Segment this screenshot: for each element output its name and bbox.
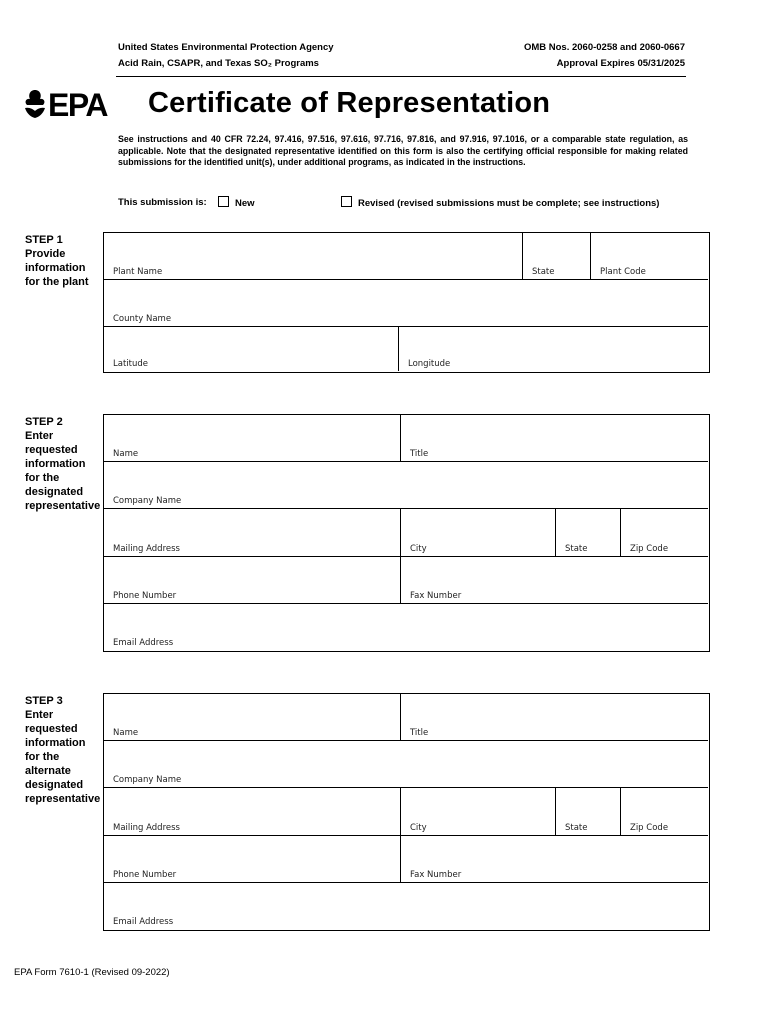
field-label: Company Name <box>113 775 182 785</box>
adr-title-field[interactable] <box>401 694 708 741</box>
field-label: County Name <box>113 314 172 324</box>
step1-plant-table <box>103 232 710 373</box>
form-number-footer: EPA Form 7610-1 (Revised 09-2022) <box>14 967 170 978</box>
step1-desc-line: for the plant <box>25 276 89 288</box>
field-label: Title <box>410 449 429 459</box>
field-label: Email Address <box>113 638 174 648</box>
step1-desc-line: Provide <box>25 248 66 260</box>
adr-email-field[interactable] <box>104 883 708 929</box>
field-label: Zip Code <box>630 823 669 833</box>
dr-state-field[interactable] <box>556 509 621 557</box>
field-label: Longitude <box>408 359 451 369</box>
epa-logo <box>23 86 123 127</box>
field-label: Name <box>113 449 139 459</box>
step2-desc-line: requested <box>25 444 78 456</box>
adr-phone-field[interactable] <box>104 836 401 883</box>
field-label: Phone Number <box>113 870 177 880</box>
step3-desc-line: representative <box>25 793 101 805</box>
dr-title-field[interactable] <box>401 415 708 462</box>
plant-code-field[interactable] <box>591 233 708 280</box>
step3-desc-line: for the <box>25 751 60 763</box>
field-label: Title <box>410 728 429 738</box>
omb-numbers: OMB Nos. 2060-0258 and 2060-0667 <box>523 42 685 53</box>
programs-name: Acid Rain, CSAPR, and Texas SO₂ Programs <box>118 58 319 69</box>
field-label: State <box>532 267 555 277</box>
step2-desc-line: for the <box>25 472 60 484</box>
field-label: City <box>410 823 427 833</box>
step3-desc-line: requested <box>25 723 78 735</box>
submission-revised-option[interactable] <box>341 196 659 209</box>
dr-mailing-address-field[interactable] <box>104 509 401 557</box>
step1-desc-line: information <box>25 262 86 274</box>
page-title: Certificate of Representation <box>148 87 551 119</box>
submission-label: This submission is: <box>118 197 207 208</box>
step3-title: STEP 3 <box>25 695 63 707</box>
dr-zip-field[interactable] <box>621 509 708 557</box>
step3-desc-line: designated <box>25 779 84 791</box>
field-label: City <box>410 544 427 554</box>
adr-mailing-address-field[interactable] <box>104 788 401 836</box>
epa-flower-icon <box>23 86 123 122</box>
step3-heading <box>25 694 100 806</box>
plant-name-field[interactable] <box>104 233 523 280</box>
county-name-field[interactable] <box>104 280 708 327</box>
new-label: New <box>235 198 255 209</box>
dr-company-field[interactable] <box>104 462 708 509</box>
revised-checkbox[interactable] <box>341 196 352 207</box>
field-label: Plant Name <box>113 267 163 277</box>
step2-desc-line: Enter <box>25 430 54 442</box>
field-label: Mailing Address <box>113 823 180 833</box>
revised-label: Revised (revised submissions must be complete; see instructions) <box>358 198 660 209</box>
step3-desc-line: Enter <box>25 709 54 721</box>
step2-title: STEP 2 <box>25 416 63 428</box>
field-label: Latitude <box>113 359 148 369</box>
field-label: Phone Number <box>113 591 177 601</box>
field-label: Company Name <box>113 496 182 506</box>
step2-heading <box>25 415 100 513</box>
field-label: Plant Code <box>600 267 646 277</box>
dr-email-field[interactable] <box>104 604 708 650</box>
step3-alternate-representative-table <box>103 693 710 931</box>
submission-new-option[interactable] <box>218 196 255 209</box>
dr-city-field[interactable] <box>401 509 556 557</box>
step3-desc-line: information <box>25 737 86 749</box>
step3-desc-line: alternate <box>25 765 71 777</box>
step1-heading <box>25 233 89 289</box>
dr-name-field[interactable] <box>104 415 401 462</box>
adr-company-field[interactable] <box>104 741 708 788</box>
logo-text: EPA <box>48 87 107 122</box>
instructions-text: See instructions and 40 CFR 72.24, 97.416, 97.516, 97.616, 97.716, 97.816, and 97.916, 97.1016, or a comparable state regulation, as applicable. Note that the designated representative identified on this form is also the certifying official responsible for making related submissions for the identified unit(s), under additional programs, as indicated in the instructions. <box>118 134 688 167</box>
field-label: Zip Code <box>630 544 669 554</box>
adr-fax-field[interactable] <box>401 836 708 883</box>
field-label: Email Address <box>113 917 174 927</box>
latitude-field[interactable] <box>104 327 399 371</box>
plant-state-field[interactable] <box>523 233 591 280</box>
field-label: State <box>565 544 588 554</box>
step2-desc-line: designated <box>25 486 84 498</box>
step2-desc-line: representative <box>25 500 101 512</box>
approval-date: Approval Expires 05/31/2025 <box>556 58 685 69</box>
dr-fax-field[interactable] <box>401 557 708 604</box>
step2-desc-line: information <box>25 458 86 470</box>
new-checkbox[interactable] <box>218 196 229 207</box>
field-label: State <box>565 823 588 833</box>
longitude-field[interactable] <box>399 327 708 371</box>
field-label: Name <box>113 728 139 738</box>
field-label: Fax Number <box>410 591 462 601</box>
adr-name-field[interactable] <box>104 694 401 741</box>
adr-city-field[interactable] <box>401 788 556 836</box>
dr-phone-field[interactable] <box>104 557 401 604</box>
adr-state-field[interactable] <box>556 788 621 836</box>
field-label: Fax Number <box>410 870 462 880</box>
step1-title: STEP 1 <box>25 234 63 246</box>
step2-representative-table <box>103 414 710 652</box>
adr-zip-field[interactable] <box>621 788 708 836</box>
agency-name: United States Environmental Protection Agency <box>118 42 334 53</box>
header-rule <box>116 76 686 77</box>
field-label: Mailing Address <box>113 544 180 554</box>
